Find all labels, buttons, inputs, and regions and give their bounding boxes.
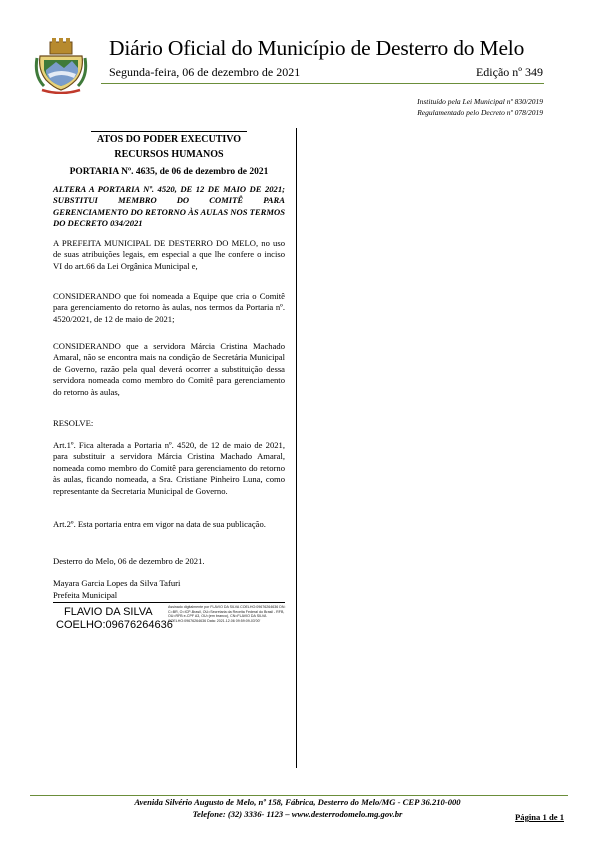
section-subtitle: RECURSOS HUMANOS bbox=[114, 149, 224, 160]
edition-number: Edição nº 349 bbox=[475, 65, 543, 79]
article-1: Art.1º. Fica alterada a Portaria nº. 4520, de 12 de maio de 2021, para substituir a servidora Márcia Cristina Machado Amaral, nomeada como membro do Comitê para gerenciamento do retorno às aulas, ficando nomeada, a Sra. Cristiane Pinheiro Luna, como representante da Secretaria Municipal de Governo. bbox=[53, 440, 285, 496]
signature-name-line-2: COELHO:09676264636 bbox=[56, 619, 173, 631]
resolve-label: RESOLVE: bbox=[53, 418, 94, 428]
section-heading bbox=[53, 131, 285, 162]
preamble-paragraph: A PREFEITA MUNICIPAL DE DESTERRO DO MELO, no uso de suas atribuições legais, em especial a que lhe confere o inciso VI do art.66 da Lei Orgânica Municipal e, bbox=[53, 238, 285, 271]
municipal-crest-icon bbox=[34, 36, 88, 94]
section-title: ATOS DO PODER EXECUTIVO bbox=[91, 131, 247, 147]
signer-role: Prefeita Municipal bbox=[53, 590, 118, 600]
footer-address: Avenida Silvério Augusto de Melo, nº 158, Fábrica, Desterro do Melo/MG - CEP 36.210-000 bbox=[134, 797, 461, 807]
header-divider bbox=[101, 83, 544, 84]
place-and-date: Desterro do Melo, 06 de dezembro de 2021. bbox=[53, 556, 205, 566]
signature-name-line-1: FLAVIO DA SILVA bbox=[64, 606, 153, 618]
considerando-paragraph-1: CONSIDERANDO que foi nomeada a Equipe que cria o Comitê para gerenciamento do retorno às aulas, nos termos da Portaria nº. 4520/2021, de 12 de maio de 2021; bbox=[53, 291, 285, 324]
footer-contact: Telefone: (32) 3336- 1123 – www.desterrodomelo.mg.gov.br bbox=[192, 809, 403, 819]
column-divider bbox=[296, 128, 297, 768]
portaria-title: PORTARIA Nº. 4635, de 06 de dezembro de 2021 bbox=[69, 167, 269, 177]
considerando-paragraph-2: CONSIDERANDO que a servidora Márcia Cristina Machado Amaral, não se encontra mais na condição de Secretária Municipal de Governo, razão pela qual deverá ocorrer a substituição dessa servidora nomeada como membro do Comitê para gerenciamento do retorno às aulas, bbox=[53, 341, 285, 397]
digital-signature-details: Assinado digitalmente por FLAVIO DA SILVA COELHO:09676264636 DN: C=BR, O=ICP-Brasil, OU=Secretaria da Receita Federal do Brasil - RFB, OU=RFB e-CPF A3, OU=(em branco), CN=FLAVIO DA SILVA COELHO:09676264636 Data: 2021.12.06 09:59:09-03'00' bbox=[168, 605, 286, 623]
issue-date: Segunda-feira, 06 de dezembro de 2021 bbox=[109, 65, 301, 79]
page-title: Diário Oficial do Município de Desterro do Melo bbox=[109, 36, 525, 60]
decree-reference: Regulamentado pelo Decreto nº 078/2019 bbox=[417, 108, 543, 117]
portaria-ementa: ALTERA A PORTARIA Nº. 4520, DE 12 DE MAIO DE 2021; SUBSTITUI MEMBRO DO COMITÊ PARA GERENCIAMENTO DO RETORNO ÀS AULAS NOS TERMOS DO DECRETO 034/2021 bbox=[53, 184, 285, 229]
article-2: Art.2º. Esta portaria entra em vigor na data de sua publicação. bbox=[53, 519, 266, 529]
footer-divider bbox=[30, 795, 568, 796]
law-reference: Instituído pela Lei Municipal nº 830/2019 bbox=[417, 97, 543, 106]
page-number: Página 1 de 1 bbox=[515, 812, 564, 822]
signature-divider bbox=[53, 602, 285, 603]
signer-name: Mayara Garcia Lopes da Silva Tafuri bbox=[53, 578, 181, 588]
digital-signature-name bbox=[56, 606, 173, 632]
